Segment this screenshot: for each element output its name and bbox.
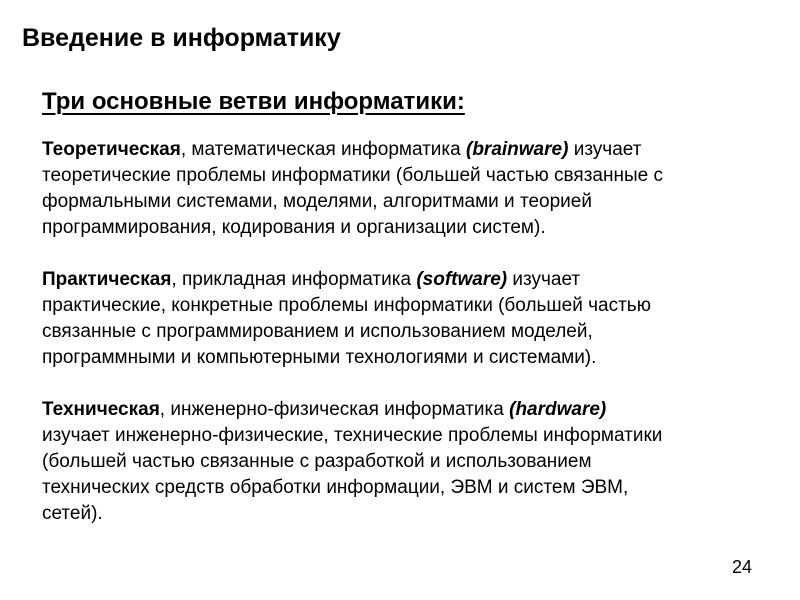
branch-text-line: технических средств обработки информации, ЭВМ и систем ЭВМ, [42,477,629,498]
branch-term: Техническая [42,399,160,420]
branch-verb: изучает [507,269,581,290]
branch-description: , прикладная информатика [171,269,417,290]
branch-text-line: связанные с программированием и использованием моделей, [42,321,593,342]
branch-english-term: (hardware) [509,399,607,420]
branch-theoretical [42,137,782,241]
branch-text-line: (большей частью связанные с разработкой и использованием [42,451,592,472]
branch-lead-line [42,137,782,163]
page-number: 24 [731,557,752,577]
branch-english-term: (software) [416,269,508,290]
branch-text-line: изучает инженерно-физические, технические проблемы информатики [42,425,663,446]
slide-body [42,137,782,553]
branch-term: Теоретическая [42,139,181,160]
branch-term: Практическая [42,269,172,290]
slide-title: Введение в информатику [22,24,341,52]
branch-text-line: программирования, кодирования и организации систем). [42,217,546,238]
branch-text-line: практические, конкретные проблемы информатики (большей частью [42,295,651,316]
branch-practical [42,267,782,371]
branch-lead-line [42,397,782,423]
branch-text-line: сетей). [42,503,103,524]
branch-text-line: программными и компьютерными технологиями и системами). [42,347,597,368]
branch-verb: изучает [568,139,642,160]
branch-english-term: (brainware) [466,139,569,160]
branch-lead-line [42,267,782,293]
branch-description: , математическая информатика [180,139,466,160]
branch-text-line: теоретические проблемы информатики (большей частью связанные с [42,165,663,186]
section-subtitle: Три основные ветви информатики: [42,88,465,115]
branch-technical [42,397,782,527]
branch-description: , инженерно-физическая информатика [159,399,510,420]
branch-text-line: формальными системами, моделями, алгоритмами и теорией [42,191,592,212]
